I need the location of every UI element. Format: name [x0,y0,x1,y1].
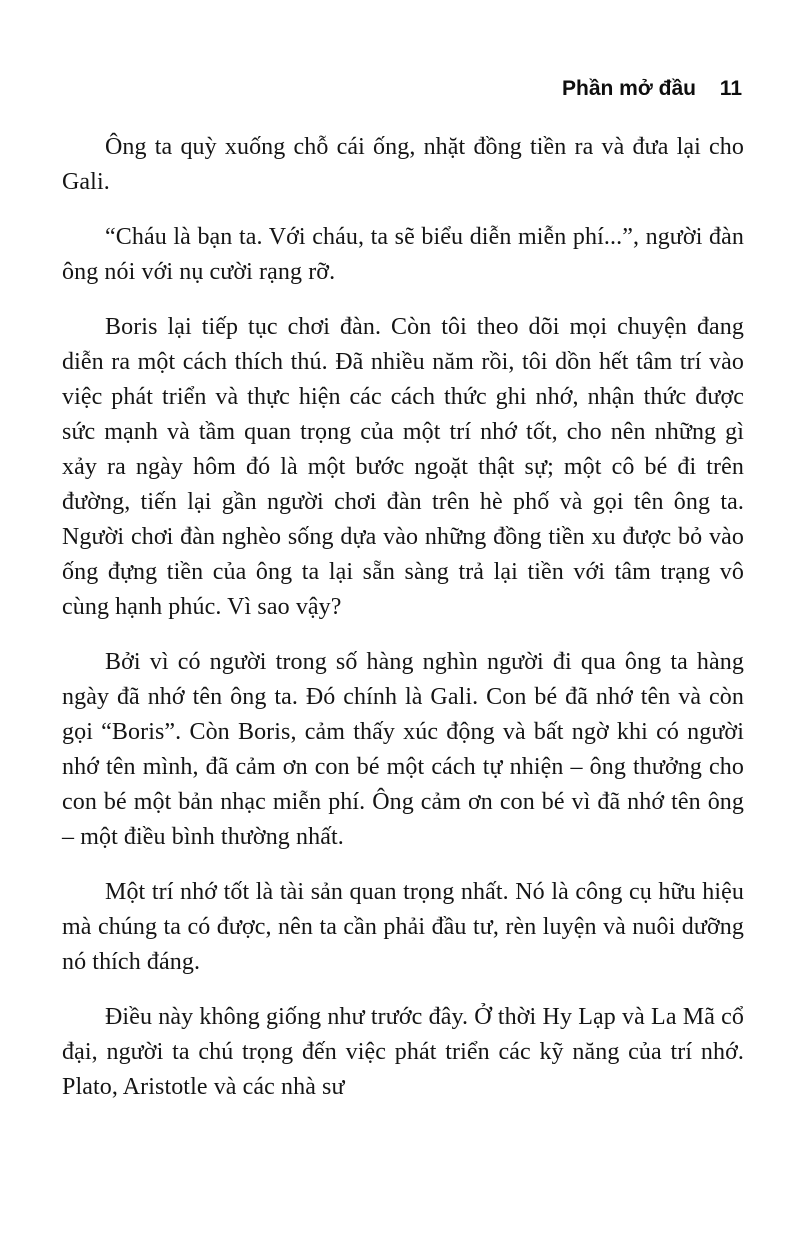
paragraph: Điều này không giống như trước đây. Ở thời Hy Lạp và La Mã cổ đại, người ta chú trọng đến việc phát triển các kỹ năng của trí nhớ. Plato, Aristotle và các nhà sư [62,1004,744,1100]
paragraph: Một trí nhớ tốt là tài sản quan trọng nhất. Nó là công cụ hữu hiệu mà chúng ta có được, nên ta cần phải đầu tư, rèn luyện và nuôi dưỡng nó thích đáng. [62,879,744,975]
paragraph: Bởi vì có người trong số hàng nghìn người đi qua ông ta hàng ngày đã nhớ tên ông ta. Đó chính là Gali. Con bé đã nhớ tên và còn gọi “Boris”. Còn Boris, cảm thấy xúc động và bất ngờ khi có người nhớ tên mình, đã cảm ơn con bé một cách tự nhiện – ông thưởng cho con bé một bản nhạc miễn phí. Ông cảm ơn con bé vì đã nhớ tên ông – một điều bình thường nhất. [62,649,744,850]
page-number: 11 [719,77,742,100]
paragraph: Ông ta quỳ xuống chỗ cái ống, nhặt đồng tiền ra và đưa lại cho Gali. [62,134,744,195]
page-body [62,130,744,1105]
paragraph: “Cháu là bạn ta. Với cháu, ta sẽ biểu diễn miễn phí...”, người đàn ông nói với nụ cười rạng rỡ. [62,224,744,285]
page-header [62,76,744,102]
paragraph: Boris lại tiếp tục chơi đàn. Còn tôi theo dõi mọi chuyện đang diễn ra một cách thích thú. Đã nhiều năm rồi, tôi dồn hết tâm trí vào việc phát triển và thực hiện các cách thức ghi nhớ, nhận thức được sức mạnh và tầm quan trọng của một trí nhớ tốt, cho nên những gì xảy ra ngày hôm đó là một bước ngoặt thật sự; một cô bé đi trên đường, tiến lại gần người chơi đàn trên hè phố và gọi tên ông ta. Người chơi đàn nghèo sống dựa vào những đồng tiền xu được bỏ vào ống đựng tiền của ông ta lại sẵn sàng trả lại tiền với tâm trạng vô cùng hạnh phúc. Vì sao vậy? [62,314,744,620]
running-head-section-title: Phần mở đầu [562,77,696,100]
